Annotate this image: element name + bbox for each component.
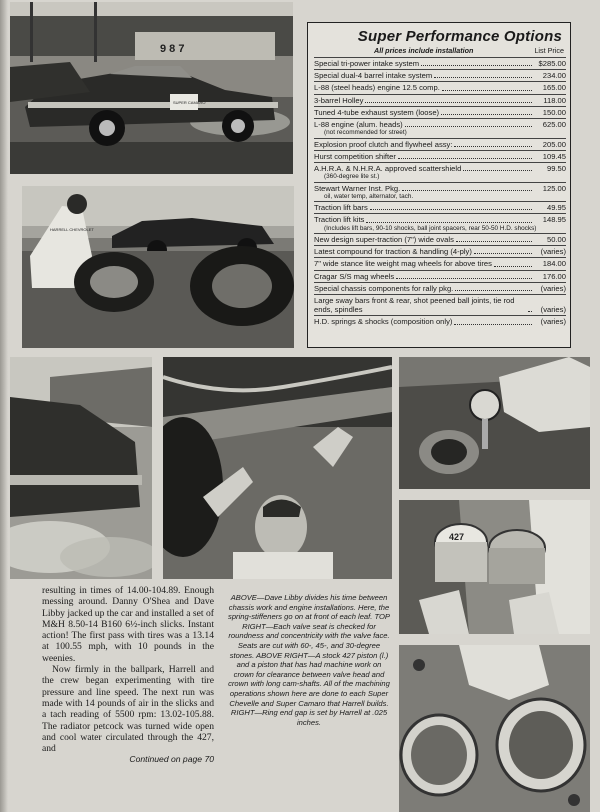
option-name: Traction lift bars [314,203,368,213]
option-row [314,69,566,81]
scoreboard-numbers: 9 8 7 [160,43,185,55]
option-price: 148.95 [542,215,566,225]
option-name: L-88 (steel heads) engine 12.5 comp. [314,83,440,93]
leader-dots [421,65,532,66]
option-price: 99.50 [546,164,566,174]
option-name: Stewart Warner Inst. Pkg. [314,183,401,193]
leader-dots [366,222,532,223]
options-list [308,55,570,328]
option-price: $285.00 [538,59,566,68]
option-row [314,138,566,150]
option-row [314,106,566,118]
option-price: (varies) [540,247,566,257]
leader-dots [365,102,532,103]
photo-ring-gap [399,645,590,812]
super-performance-options-box [307,22,571,348]
option-price: (varies) [540,305,566,315]
option-row [314,118,566,138]
option-name: Special dual-4 barrel intake system [314,71,433,81]
option-note: (not recommended for street) [324,129,407,137]
option-row [314,233,566,245]
option-note: oil, water temp, alternator, tach. [324,192,414,200]
option-name: Cragar S/S mag wheels [314,271,395,281]
leader-dots [463,170,532,171]
option-name: H.D. springs & shocks (composition only) [314,317,453,327]
option-price: 176.00 [542,271,566,281]
option-price: 625.00 [542,120,566,130]
price-header: List Price [534,46,564,55]
leader-dots [455,290,532,291]
article-paragraph-2: Now firmly in the ballpark, Harrell and the crew began experimenting with tire pressure and line speed. The next run was made with 14 pounds of air in the slicks and a tach reading of 5500 rpm: 13.02-105.88. The radiator petcock was turned wide open and cool water circulated through the 427, and [42,664,214,755]
option-name: Explosion proof clutch and flywheel assy: [314,139,453,149]
option-price: 205.00 [542,139,566,149]
option-name: 7" wide stance lite weight mag wheels for above tires [314,259,492,269]
photo-valve-seat-check [399,357,590,489]
photo-camaro-launch [10,2,293,174]
option-row [314,282,566,294]
photo-chassis-work [163,357,392,579]
leader-dots [405,126,532,127]
option-row [314,315,566,327]
option-name: Tuned 4-tube exhaust system (loose) [314,107,440,117]
photo-pistons-comparison [399,500,590,634]
option-price: (varies) [540,317,566,327]
leader-dots [441,114,532,115]
option-row [314,182,566,202]
leader-dots [456,241,532,242]
option-row [314,57,566,69]
option-price: 234.00 [542,71,566,81]
option-note: (Includes lift bars, 90-10 shocks, ball joint spacers, rear 50-50 H.D. shocks) [324,224,537,232]
option-name: Large sway bars front & rear, shot peened ball joints, tie rod ends, spindles [314,296,515,315]
option-name: Latest compound for traction & handling (4-ply) [314,247,472,257]
option-price: 125.00 [542,183,566,193]
leader-dots [454,146,532,147]
options-title: Super Performance Options [357,28,562,45]
leader-dots [398,158,532,159]
continued-link[interactable]: Continued on page 70 [129,754,214,765]
leader-dots [474,253,532,254]
option-note: (360-degree lite st.) [324,173,380,181]
option-price: 184.00 [542,259,566,269]
option-name: Traction lift kits [314,215,365,225]
option-row [314,81,566,93]
page-gutter-shadow [0,0,8,812]
leader-dots [442,90,532,91]
option-row [314,294,566,315]
option-name: 3-barrel Holley [314,95,364,105]
option-name: New design super-traction (7") wide ovals [314,235,454,245]
option-row [314,270,566,282]
photo-car-rear-smoke [10,357,152,579]
option-row [314,201,566,213]
option-name: A.H.R.A. & N.H.R.A. approved scattershield [314,164,462,174]
article-body [42,585,214,766]
leader-dots [402,190,532,191]
option-row [314,162,566,182]
options-subtitle: All prices include installation [374,46,474,55]
option-name: Hurst competition shifter [314,151,396,161]
option-price: 49.95 [546,203,566,213]
leader-dots [434,77,532,78]
option-price: 150.00 [542,107,566,117]
leader-dots [396,278,532,279]
leader-dots [494,266,532,267]
car-badge-text: SUPER CAMARO [173,100,206,105]
option-price: (varies) [540,283,566,293]
leader-dots [454,324,532,325]
shirt-text: HARRELL CHEVROLET [50,227,94,232]
option-row [314,94,566,106]
option-price: 109.45 [542,151,566,161]
option-row [314,245,566,257]
option-price: 118.00 [543,95,566,105]
option-name: L-88 engine (alum. heads) [314,120,403,130]
option-price: 50.00 [546,235,566,245]
option-row [314,257,566,269]
article-paragraph-1: resulting in times of 14.00-104.89. Enough messing around. Danny O'Shea and Dave Libby jacked up the car and installed a set of M&H 8.50-14 B160 6½-inch slicks. Instant action! The first pass with tires was a 13.14 at 100.55 mph, with 10 pounds in the weenies. [42,585,214,664]
option-row [314,213,566,233]
options-subhead [308,45,570,55]
option-row [314,150,566,162]
photo-tire-change [22,186,294,348]
photo-caption: ABOVE—Dave Libby divides his time between chassis work and engine installations. Here, the spring-stiffeners go on at front of each leaf. TOP RIGHT—Each valve seat is checked for roundness and concentricity with the valve face. Seats are cut with 60-, 45-, and 30-degree stones. ABOVE RIGHT—A stock 427 piston (l.) and a piston that has had machine work on crown for clearance between valve head and crown with long cam-shafts. All of the machining operations shown here are done to each Super Chevelle and Super Camaro that Harrell builds. RIGHT—Ring end gap is set by Harrell at .025 inches. [228,593,390,727]
leader-dots [528,311,532,312]
option-name: Special tri-power intake system [314,59,420,68]
option-price: 165.00 [542,83,566,93]
leader-dots [370,209,532,210]
piston-stamp-text: 427 [449,532,465,542]
option-name: Special chassis components for rally pkg. [314,283,454,293]
